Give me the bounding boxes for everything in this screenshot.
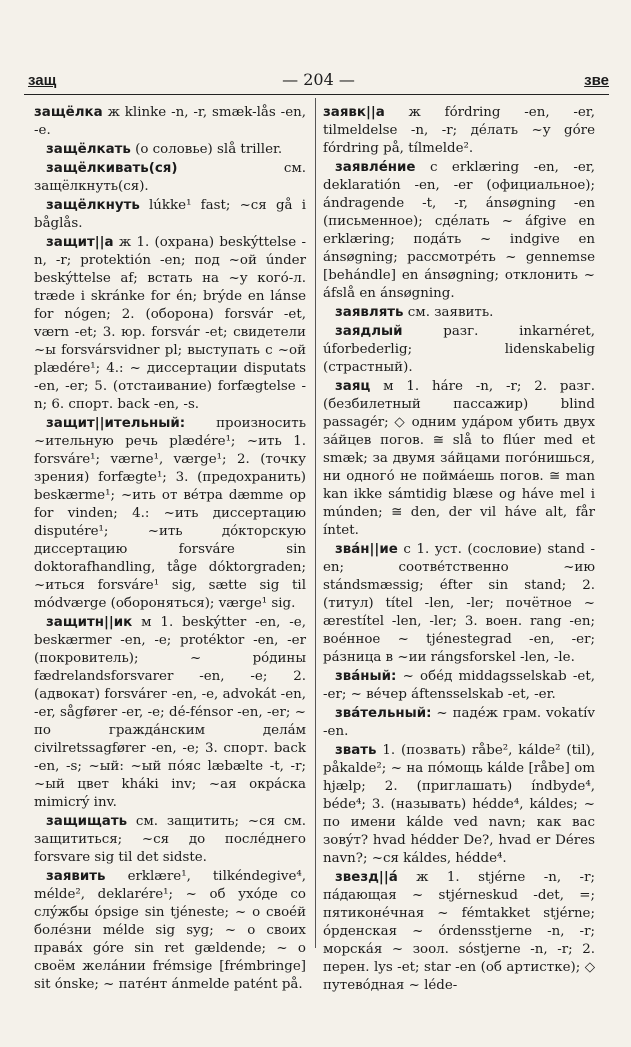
entry-definition: lúkke¹ fast; ~ся gå i båglås. [34, 198, 306, 231]
entry-headword: защёлкать [46, 142, 131, 157]
entry-definition: (о соловье) slå triller. [130, 142, 283, 157]
entry-headword: защёлка [34, 105, 103, 120]
right-column [323, 104, 595, 996]
entry-definition: ~ падéж грам. vokatív -en. [323, 706, 595, 739]
entry-headword: защёлкивать(ся) [46, 161, 178, 176]
header-rule [24, 94, 609, 95]
entry-headword: защитн||ик [46, 615, 133, 630]
column-divider [315, 98, 316, 948]
entry-definition: м 1. beskýtter -en, -e, beskærmer -en, -e; protéktor -en, -er (покровитель); ~ рóдины fædrelandsforsvarer -en, -e; 2. (адвокат) forsváreг -en, -e, advokát -en, -er, sågfører -er, -e; dé-fénsor -en, -er; ~ по граждáнским делáм civilretssagfører -en, -e; 3. спорт. back -en, -s; ~ый: ~ый пóяс læbælte -t, -r; ~ый цвет kháki inv; ~ая окрáска mimicrý inv. [34, 615, 306, 810]
entry-definition: произносить ~ительную речь plædére¹; ~ить 1. forsváre¹; værne¹, værge¹; 2. (точку зрения) forfægte¹; 3. (предохранить) beskærme¹; ~ить от вéтра dæmme op for vinden; 4.: ~ить диссертацию disputére¹; ~ить дóкторскую диссертацию forsváre sin doktorafhandling, tåge dóktorgraden; ~иться forsváre¹ sig, sætte sig til módværge (обороняться); værge¹ sig. [34, 416, 306, 611]
header-left-guide-word: защ [28, 72, 57, 89]
entry-definition: с 1. уст. (сословие) stand -en; соотвéтственно ~ию stándsmæssig; éfter sin stand; 2. (титул) títel -len, -ler; почётное ~ ærestítel -len, -ler; 3. воен. rang -en; воéнное ~ tjénestegrad -en, -er; рáзница в ~ии rángsforskel -len, -le. [323, 542, 595, 665]
dictionary-entry [323, 304, 595, 322]
entry-definition: разг. inkarnéret, úforbederlig; lidenskabelig (страстный). [323, 324, 595, 375]
entry-headword: звáн||ие [335, 542, 398, 557]
dictionary-entry [34, 614, 306, 812]
dictionary-entry [34, 234, 306, 414]
entry-definition: м 1. háre -n, -r; 2. разг. (безбилетный пассажир) blind passagér; ◇ одним удáром убить двух зáйцев погов. ≅ slå to flúer med et smæk; за двумя зáйцами погóнишься, ни одногó не поймáешь погов. ≅ man kan ikke sámtidig blæse og háve mel i múnden; ≅ den, der vil háve alt, får íntet. [323, 379, 595, 538]
dictionary-entry [34, 868, 306, 994]
page-number: — 204 — [282, 70, 355, 89]
dictionary-entry [323, 668, 595, 704]
entry-definition: ж fórdring -en, -er, tilmeldelse -n, -r; дéлать ~у góre fórdring på, tílmelde². [323, 105, 595, 156]
entry-headword: звезд||á [335, 870, 398, 885]
entry-headword: заявлéние [335, 160, 416, 175]
entry-definition: см. защёлкнуть(ся). [34, 161, 306, 194]
dictionary-entry [34, 160, 306, 196]
dictionary-entry [323, 869, 595, 995]
dictionary-entry [323, 541, 595, 667]
entry-definition: ж 1. stjérne -n, -r; пáдающая ~ stjérneskud -det, =; пятиконéчная ~ fémtakket stjérne; óрденская ~ órdensstjerne -n, -r; морскáя ~ зоол. sóstjerne -n, -r; 2. перен. lys -et; star -en (об артистке); ◇ путевóдная ~ léde- [323, 870, 595, 993]
entry-definition: ~ обéд middagsselskab -et, -er; ~ вéчер áftensselskab -et, -er. [323, 669, 595, 702]
entry-headword: заявк||а [323, 105, 385, 120]
dictionary-entry [323, 104, 595, 158]
page-header [28, 70, 609, 94]
entry-definition: с erklæring -en, -er, deklaratión -en, -er (официальное); ándragende -t, -r, ánsøgning -en (письменное); сдéлать ~ áfgive en erklæring; подáть ~ indgive en ánsøgning; рассмотрéть ~ gennemse [behándle] en ánsøgning; отклонить ~ áfslå en ánsøgning. [323, 160, 595, 301]
dictionary-entry [34, 197, 306, 233]
entry-definition: см. заявить. [403, 305, 494, 320]
entry-headword: защёлкнуть [46, 198, 140, 213]
left-column [34, 104, 306, 995]
dictionary-entry [323, 323, 595, 377]
entry-headword: заядлый [335, 324, 403, 339]
header-right-guide-word: зве [584, 72, 609, 89]
entry-definition: ж 1. (охрана) beskýttelse -n, -r; protektión -en; под ~ой únder beskýttelse af; встать на ~у когó-л. træde i skránke for én; brýde en lánse for nógen; 2. (оборона) forsvár -et, værn -et; 3. юр. forsvár -et; свидетели ~ы forsvársvidner pl; выступать с ~ой plædére¹; 4.: ~ диссертации disputats -en, -er; 5. (отстаивание) forfægtelse -n; 6. спорт. back -en, -s. [34, 235, 306, 412]
entry-headword: заяц [335, 379, 371, 394]
dictionary-entry [323, 705, 595, 741]
entry-definition: ж klinke -n, -r, smæk-lås -en, -e. [34, 105, 306, 138]
entry-headword: звáтельный: [335, 706, 432, 721]
dictionary-entry [34, 104, 306, 140]
dictionary-entry [34, 141, 306, 159]
entry-definition: см. защитить; ~ся см. защититься; ~ся до послéднего forsvare sig til det sidste. [34, 814, 306, 865]
entry-headword: защит||а [46, 235, 114, 250]
entry-headword: звáный: [335, 669, 397, 684]
entry-definition: erklære¹, tilkéndegive⁴, mélde², deklarére¹; ~ об ухóде со слýжбы ópsige sin tjéneste; ~ о своéй болéзни mélde sig syg; ~ о своих правáх góre sin ret gældende; ~ о своём желáнии frémsige [frémbringe] sit ónske; ~ патéнт ánmelde patént på. [34, 869, 306, 992]
dictionary-entry [323, 378, 595, 540]
dictionary-entry [34, 415, 306, 613]
entry-headword: защит||ительный: [46, 416, 186, 431]
entry-headword: звать [335, 743, 377, 758]
dictionary-entry [34, 813, 306, 867]
entry-definition: 1. (позвать) råbe², kálde² (til), påkalde²; ~ на пóмощь kálde [råbe] om hjælp; 2. (приглашать) índbyde⁴, béde⁴; 3. (называть) hédde⁴, káldes; ~ по имени kálde ved navn; как вас зовýт? hvad hédder De?, hvad er Déres navn?; ~ся káldes, hédde⁴. [323, 743, 595, 866]
entry-headword: заявить [46, 869, 106, 884]
entry-headword: защищать [46, 814, 128, 829]
dictionary-entry [323, 742, 595, 868]
entry-headword: заявлять [335, 305, 404, 320]
dictionary-entry [323, 159, 595, 303]
